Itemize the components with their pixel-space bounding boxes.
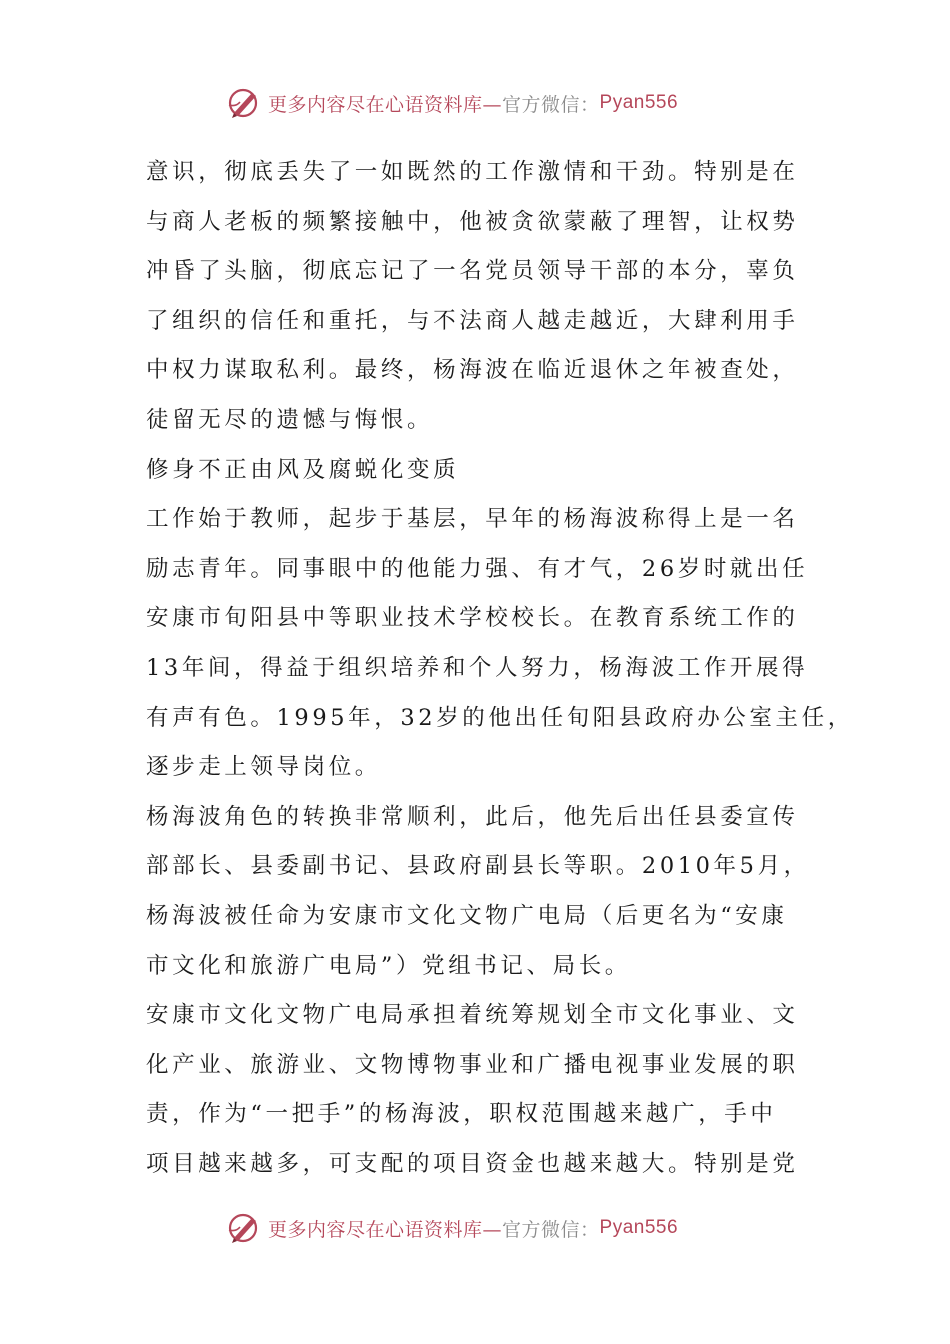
- text-line: 安康市旬阳县中等职业技术学校校长。在教育系统工作的: [146, 605, 799, 632]
- wechat-label: 官方微信：: [502, 93, 600, 116]
- text-line: 逐步走上领导岗位。: [146, 754, 381, 781]
- wechat-label: 官方微信：: [502, 1218, 600, 1241]
- text-line: 意识，彻底丢失了一如既然的工作激情和干劲。特别是在: [146, 159, 799, 185]
- text-line: 部部长、县委副书记、县政府副县长等职。2010年5月，: [146, 853, 810, 880]
- article-body: [146, 148, 854, 1189]
- text-line: 冲昏了头脑，彻底忘记了一名党员领导干部的本分，辜负: [146, 258, 799, 285]
- header-banner: [226, 83, 678, 123]
- text-line: 工作始于教师，起步于基层，早年的杨海波称得上是一名: [146, 506, 799, 533]
- pen-logo-icon: [226, 1210, 262, 1246]
- text-line: 13年间，得益于组织培养和个人努力，杨海波工作开展得: [146, 654, 809, 681]
- text-line: 杨海波角色的转换非常顺利，此后，他先后出任县委宣传: [146, 803, 799, 830]
- banner-text: 更多内容尽在心语资料库—: [268, 1218, 503, 1241]
- text-line: 责，作为“一把手”的杨海波，职权范围越来越广，手中: [146, 1101, 777, 1128]
- text-line: 化产业、旅游业、文物博物事业和广播电视事业发展的职: [146, 1051, 799, 1078]
- text-line: 中权力谋取私利。最终，杨海波在临近退休之年被查处，: [146, 357, 799, 384]
- text-line: 市文化和旅游广电局”）党组书记、局长。: [146, 952, 631, 979]
- text-line: 杨海波被任命为安康市文化文物广电局（后更名为“安康: [146, 902, 788, 929]
- text-line: 有声有色。1995年，32岁的他出任旬阳县政府办公室主任，: [146, 704, 854, 731]
- text-line: 了组织的信任和重托，与不法商人越走越近，大肆利用手: [146, 307, 799, 334]
- text-line: 项目越来越多，可支配的项目资金也越来越大。特别是党: [146, 1150, 799, 1177]
- wechat-id: Pyan556: [599, 1217, 679, 1238]
- text-line: 励志青年。同事眼中的他能力强、有才气，26岁时就出任: [146, 555, 809, 582]
- section-heading: 修身不正由风及腐蜕化变质: [146, 456, 460, 483]
- text-line: 安康市文化文物广电局承担着统筹规划全市文化事业、文: [146, 1002, 799, 1029]
- wechat-id: Pyan556: [599, 92, 679, 113]
- text-line: 与商人老板的频繁接触中，他被贪欲蒙蔽了理智，让权势: [146, 208, 799, 235]
- footer-banner: [226, 1208, 678, 1248]
- pen-logo-icon: [226, 85, 262, 121]
- text-line: 徒留无尽的遗憾与悔恨。: [146, 406, 434, 433]
- banner-text: 更多内容尽在心语资料库—: [268, 93, 503, 116]
